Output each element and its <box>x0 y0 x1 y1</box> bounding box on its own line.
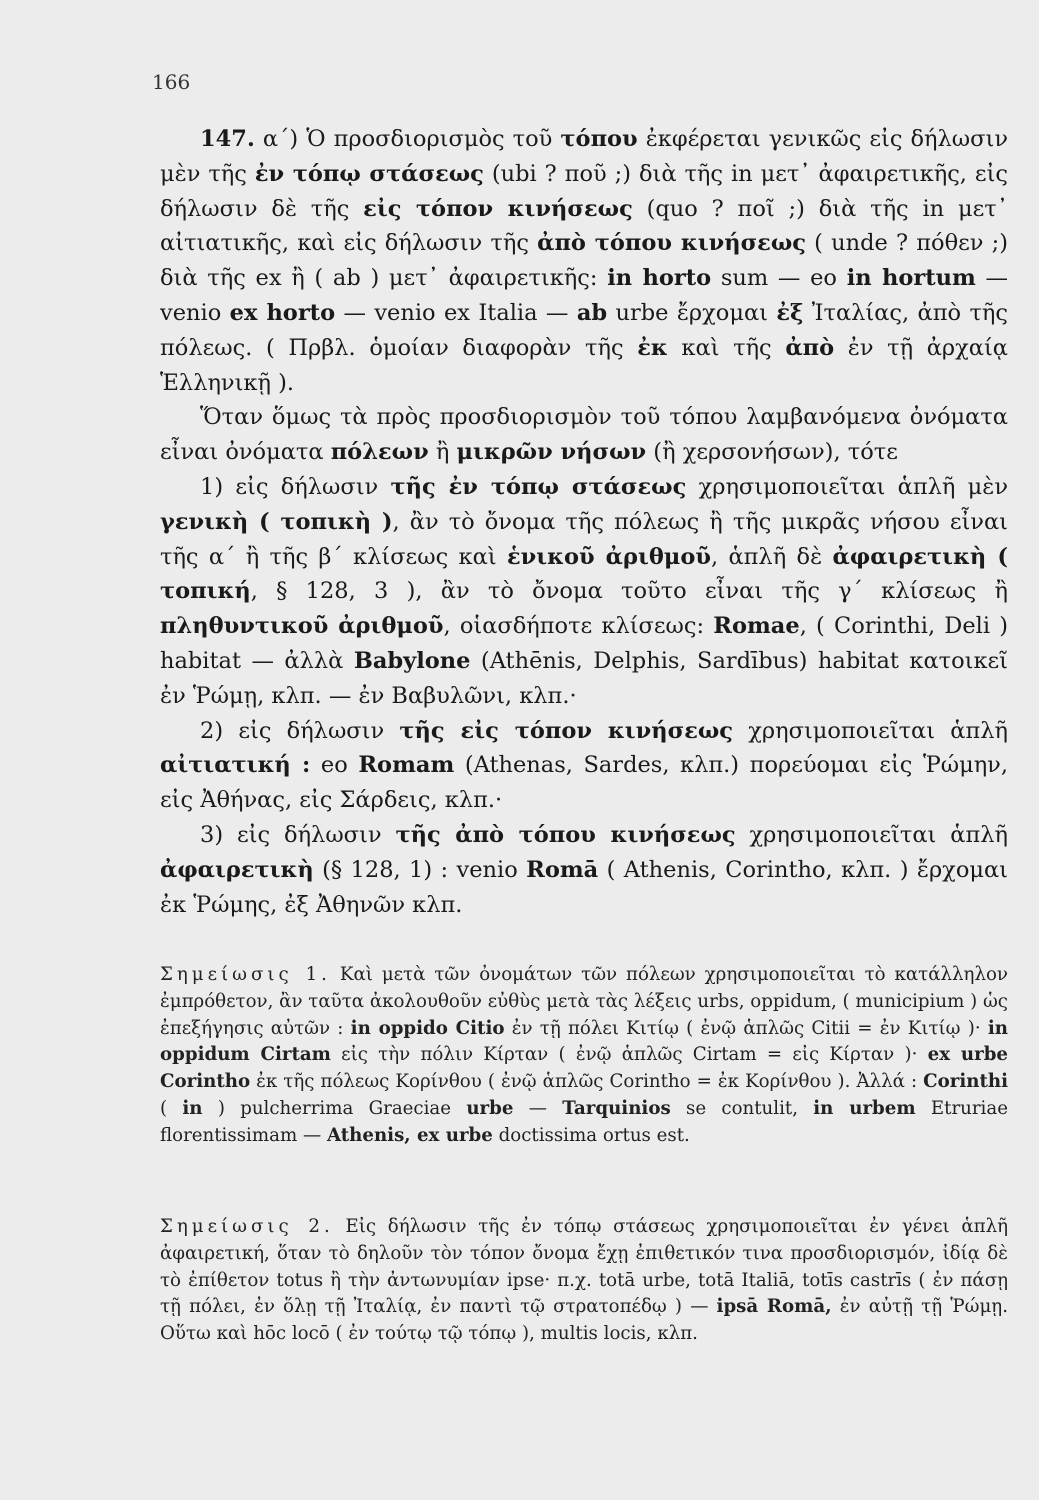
text-run: Εἰς δήλωσιν τῆς ἐν τόπῳ στάσεως χρησιμοποιεῖται ἐν γένει ἁπλῆ ἀφαιρετική, ὅταν τὸ δηλοῦν τὸν τόπον ὄνομα ἔχῃ ἐπιθετικόν τινα προσδιορισμόν, ἰδίᾳ δὲ τὸ ἐπίθετον totus ἢ τὴν ἀντωνυμίαν ipse· π.χ. totā urbe, totā Italiā, totīs castrīs ( ἐν πάσῃ τῇ πόλει, ἐν ὅλῃ τῇ Ἰταλίᾳ, ἐν παντὶ τῷ στρατοπέδῳ ) — <box>160 1216 1009 1318</box>
bold-term: in oppidum Cirtam <box>160 1017 1008 1066</box>
bold-term: ἀφαιρετικὴ ( τοπική <box>160 543 1008 605</box>
rule-item-1 <box>160 470 1008 714</box>
text-run: (Athēnis, Delphis, Sardībus) habitat κατοικεῖ ἐν Ῥώμῃ, κλπ. — ἐν Βαβυλῶνι, κλπ.· <box>160 647 1008 709</box>
bold-term: Tarquinios <box>562 1097 671 1119</box>
text-run: ἐν τῇ ἀρχαίᾳ Ἑλληνικῇ ). <box>160 334 1008 396</box>
text-run: Etruriae florentissimam — <box>160 1097 1008 1146</box>
text-run: , ( Corinthi, Deli ) habitat — ἀλλὰ <box>160 613 1009 674</box>
bold-term: ab <box>576 299 608 326</box>
bold-term: πόλεων <box>330 439 429 466</box>
text-run: ( Athenis, Corintho, κλπ. ) ἔρχομαι ἐκ Ῥώμης, ἐξ Ἀθηνῶν κλπ. <box>160 856 1008 918</box>
text-run: (ubi ? ποῦ ;) διὰ τῆς in μετ᾽ ἀφαιρετικῆς, εἰς δήλωσιν δὲ τῆς <box>160 160 1008 222</box>
note-label: Σημείωσις 1. <box>160 964 331 985</box>
text-run: χρησιμοποιεῖται ἁπλῆ <box>735 821 1008 848</box>
bold-term: ἀπὸ <box>785 334 835 361</box>
bold-term: αἰτιατική : <box>160 752 311 779</box>
text-run: ἐκ τῆς πόλεως Κορίνθου ( ἐνῷ ἁπλῶς Corintho = ἐκ Κορίνθου ). Ἀλλά : <box>250 1071 924 1093</box>
text-run: — <box>513 1097 563 1119</box>
text-run: — venio ex Italia — <box>335 299 577 326</box>
section-number: 147. <box>200 126 255 152</box>
text-run: (quo ? ποῖ ;) διὰ τῆς in μετ᾽ αἰτιατικῆς, καὶ εἰς δήλωσιν τῆς <box>160 195 1008 257</box>
bold-term: ἑνικοῦ ἀριθμοῦ <box>506 543 711 570</box>
text-run: Καὶ μετὰ τῶν ὀνομάτων τῶν πόλεων χρησιμοποιεῖται τὸ κατάλληλον ἐμπρόθετον, ἂν ταῦτα ἀκολουθοῦν εὐθὺς μετὰ τὰς λέξεις urbs, oppidum, ( municipium ) ὡς ἐπεξήγησις αὐτῶν : <box>160 964 1008 1039</box>
bold-term: γενικὴ ( τοπικὴ ) <box>160 508 393 535</box>
bold-term: Babylone <box>353 647 471 674</box>
text-run: χρησιμοποιεῖται ἁπλῆ <box>733 717 1008 744</box>
bold-term: in oppido Citio <box>350 1017 505 1039</box>
text-run: 3) εἰς δήλωσιν <box>200 821 396 848</box>
section-147-paragraph <box>160 122 1008 400</box>
text-run: Ὁ προσδιορισμὸς τοῦ <box>306 126 561 152</box>
text-run: (§ 128, 1) : venio <box>313 856 527 883</box>
bold-term: μικρῶν νήσων <box>456 439 647 466</box>
bold-term: πληθυντικοῦ ἀριθμοῦ <box>160 613 444 640</box>
text-run: urbe ἔρχομαι <box>607 299 777 326</box>
text-run: , ἂν τὸ ὄνομα τῆς πόλεως ἢ τῆς μικρᾶς νήσου εἶναι τῆς α΄ ἢ τῆς β΄ κλίσεως καὶ <box>160 508 1008 570</box>
main-text <box>160 122 1008 922</box>
paragraph-2 <box>160 400 1008 470</box>
bold-term: τόπου <box>560 126 638 152</box>
text-run: doctissima ortus est. <box>492 1124 690 1146</box>
bold-term: ex horto <box>229 299 336 326</box>
bold-term: in urbem <box>813 1097 916 1119</box>
bold-term: Romam <box>358 752 455 779</box>
text-run: χρησιμοποιεῖται ἁπλῆ μὲν <box>686 473 1009 500</box>
text-run: εἰς τὴν πόλιν Κίρταν ( ἐνῷ ἁπλῶς Cirtam = εἰς Κίρταν )· <box>330 1044 928 1066</box>
page-number: 166 <box>152 70 191 94</box>
text-run: ἐκφέρεται γενικῶς εἰς δήλωσιν μὲν τῆς <box>160 126 1008 187</box>
text-run: ( unde ? πόθεν ;) διὰ τῆς ex ἢ ( ab ) μετ᾽ ἀφαιρετικῆς: <box>160 230 1008 292</box>
bold-term: Corinthi <box>923 1071 1008 1093</box>
bold-term: ἐξ <box>776 299 804 326</box>
text-run: ( <box>160 1097 183 1119</box>
bold-term: urbe <box>466 1097 514 1119</box>
note-label: Σημείωσις 2. <box>160 1216 334 1237</box>
text-run: eo <box>310 752 359 779</box>
bold-term: ἐκ <box>637 334 668 361</box>
bold-term: ἀπὸ τόπου κινήσεως <box>537 230 806 257</box>
text-run: Ἰταλίας, ἀπὸ τῆς πόλεως. ( Πρβλ. ὁμοίαν διαφορὰν τῆς <box>160 299 1008 361</box>
text-run: , ἁπλῆ δὲ <box>710 543 833 570</box>
bold-term: ἐν τόπῳ στάσεως <box>254 160 484 187</box>
text-run: καὶ τῆς <box>667 334 786 361</box>
note-1-paragraph <box>160 962 1008 1150</box>
text-run: ἢ <box>428 439 457 466</box>
bold-term: τῆς ἀπὸ τόπου κινήσεως <box>395 821 736 848</box>
bold-term: Athenis, ex urbe <box>326 1124 493 1146</box>
bold-term: Romā <box>526 856 599 883</box>
bold-term: in horto <box>607 265 712 292</box>
text-run: ἐν αὐτῇ τῇ Ῥώμῃ. Οὕτω καὶ hōc locō ( ἐν τούτῳ τῷ τόπῳ ), multis locis, κλπ. <box>160 1296 1008 1345</box>
bold-term: in hortum <box>846 265 976 292</box>
text-run: se contulit, <box>670 1097 814 1119</box>
text-run: 2) εἰς δήλωσιν <box>200 717 400 744</box>
rule-item-3 <box>160 818 1008 922</box>
bold-term: ἀφαιρετικὴ <box>160 856 314 883</box>
text-run: ἐν τῇ πόλει Κιτίῳ ( ἐνῷ ἁπλῶς Citii = ἐν Κιτίῳ )· <box>504 1017 988 1039</box>
text-run: 1) εἰς δήλωσιν <box>200 473 391 500</box>
text-run: Ὅταν ὅμως τὰ πρὸς προσδιορισμὸν τοῦ τόπου λαμβανόμενα ὀνόματα εἶναι ὀνόματα <box>160 404 1008 466</box>
section-label: α΄) <box>262 126 299 152</box>
text-run: (Athenas, Sardes, κλπ.) πορεύομαι εἰς Ῥώμην, εἰς Ἀθήνας, εἰς Σάρδεις, κλπ.· <box>160 752 1008 814</box>
text-run: , οἱασδήποτε κλίσεως: <box>443 613 714 640</box>
bold-term: ipsā Romā, <box>716 1296 832 1318</box>
text-run: , § 128, 3 ), ἂν τὸ ὄνομα τοῦτο εἶναι τῆς γ΄ κλίσεως ἢ <box>250 578 1008 605</box>
bold-term: in <box>182 1097 203 1119</box>
text-run: — venio <box>160 265 1008 326</box>
note-2-paragraph <box>160 1214 1008 1348</box>
text-run: ) pulcherrima Graeciae <box>202 1097 467 1119</box>
text-run: sum — eo <box>711 265 847 292</box>
bold-term: εἰς τόπον κινήσεως <box>363 195 633 222</box>
note-2 <box>160 1214 1008 1348</box>
note-1 <box>160 962 1008 1150</box>
text-run: (ἢ χερσονήσων), τότε <box>646 439 898 466</box>
rule-item-2 <box>160 714 1008 818</box>
bold-term: Romae <box>713 613 800 640</box>
bold-term: ex urbe Corintho <box>160 1044 1009 1093</box>
bold-term: τῆς εἰς τόπον κινήσεως <box>399 717 733 744</box>
bold-term: τῆς ἐν τόπῳ στάσεως <box>390 473 687 500</box>
